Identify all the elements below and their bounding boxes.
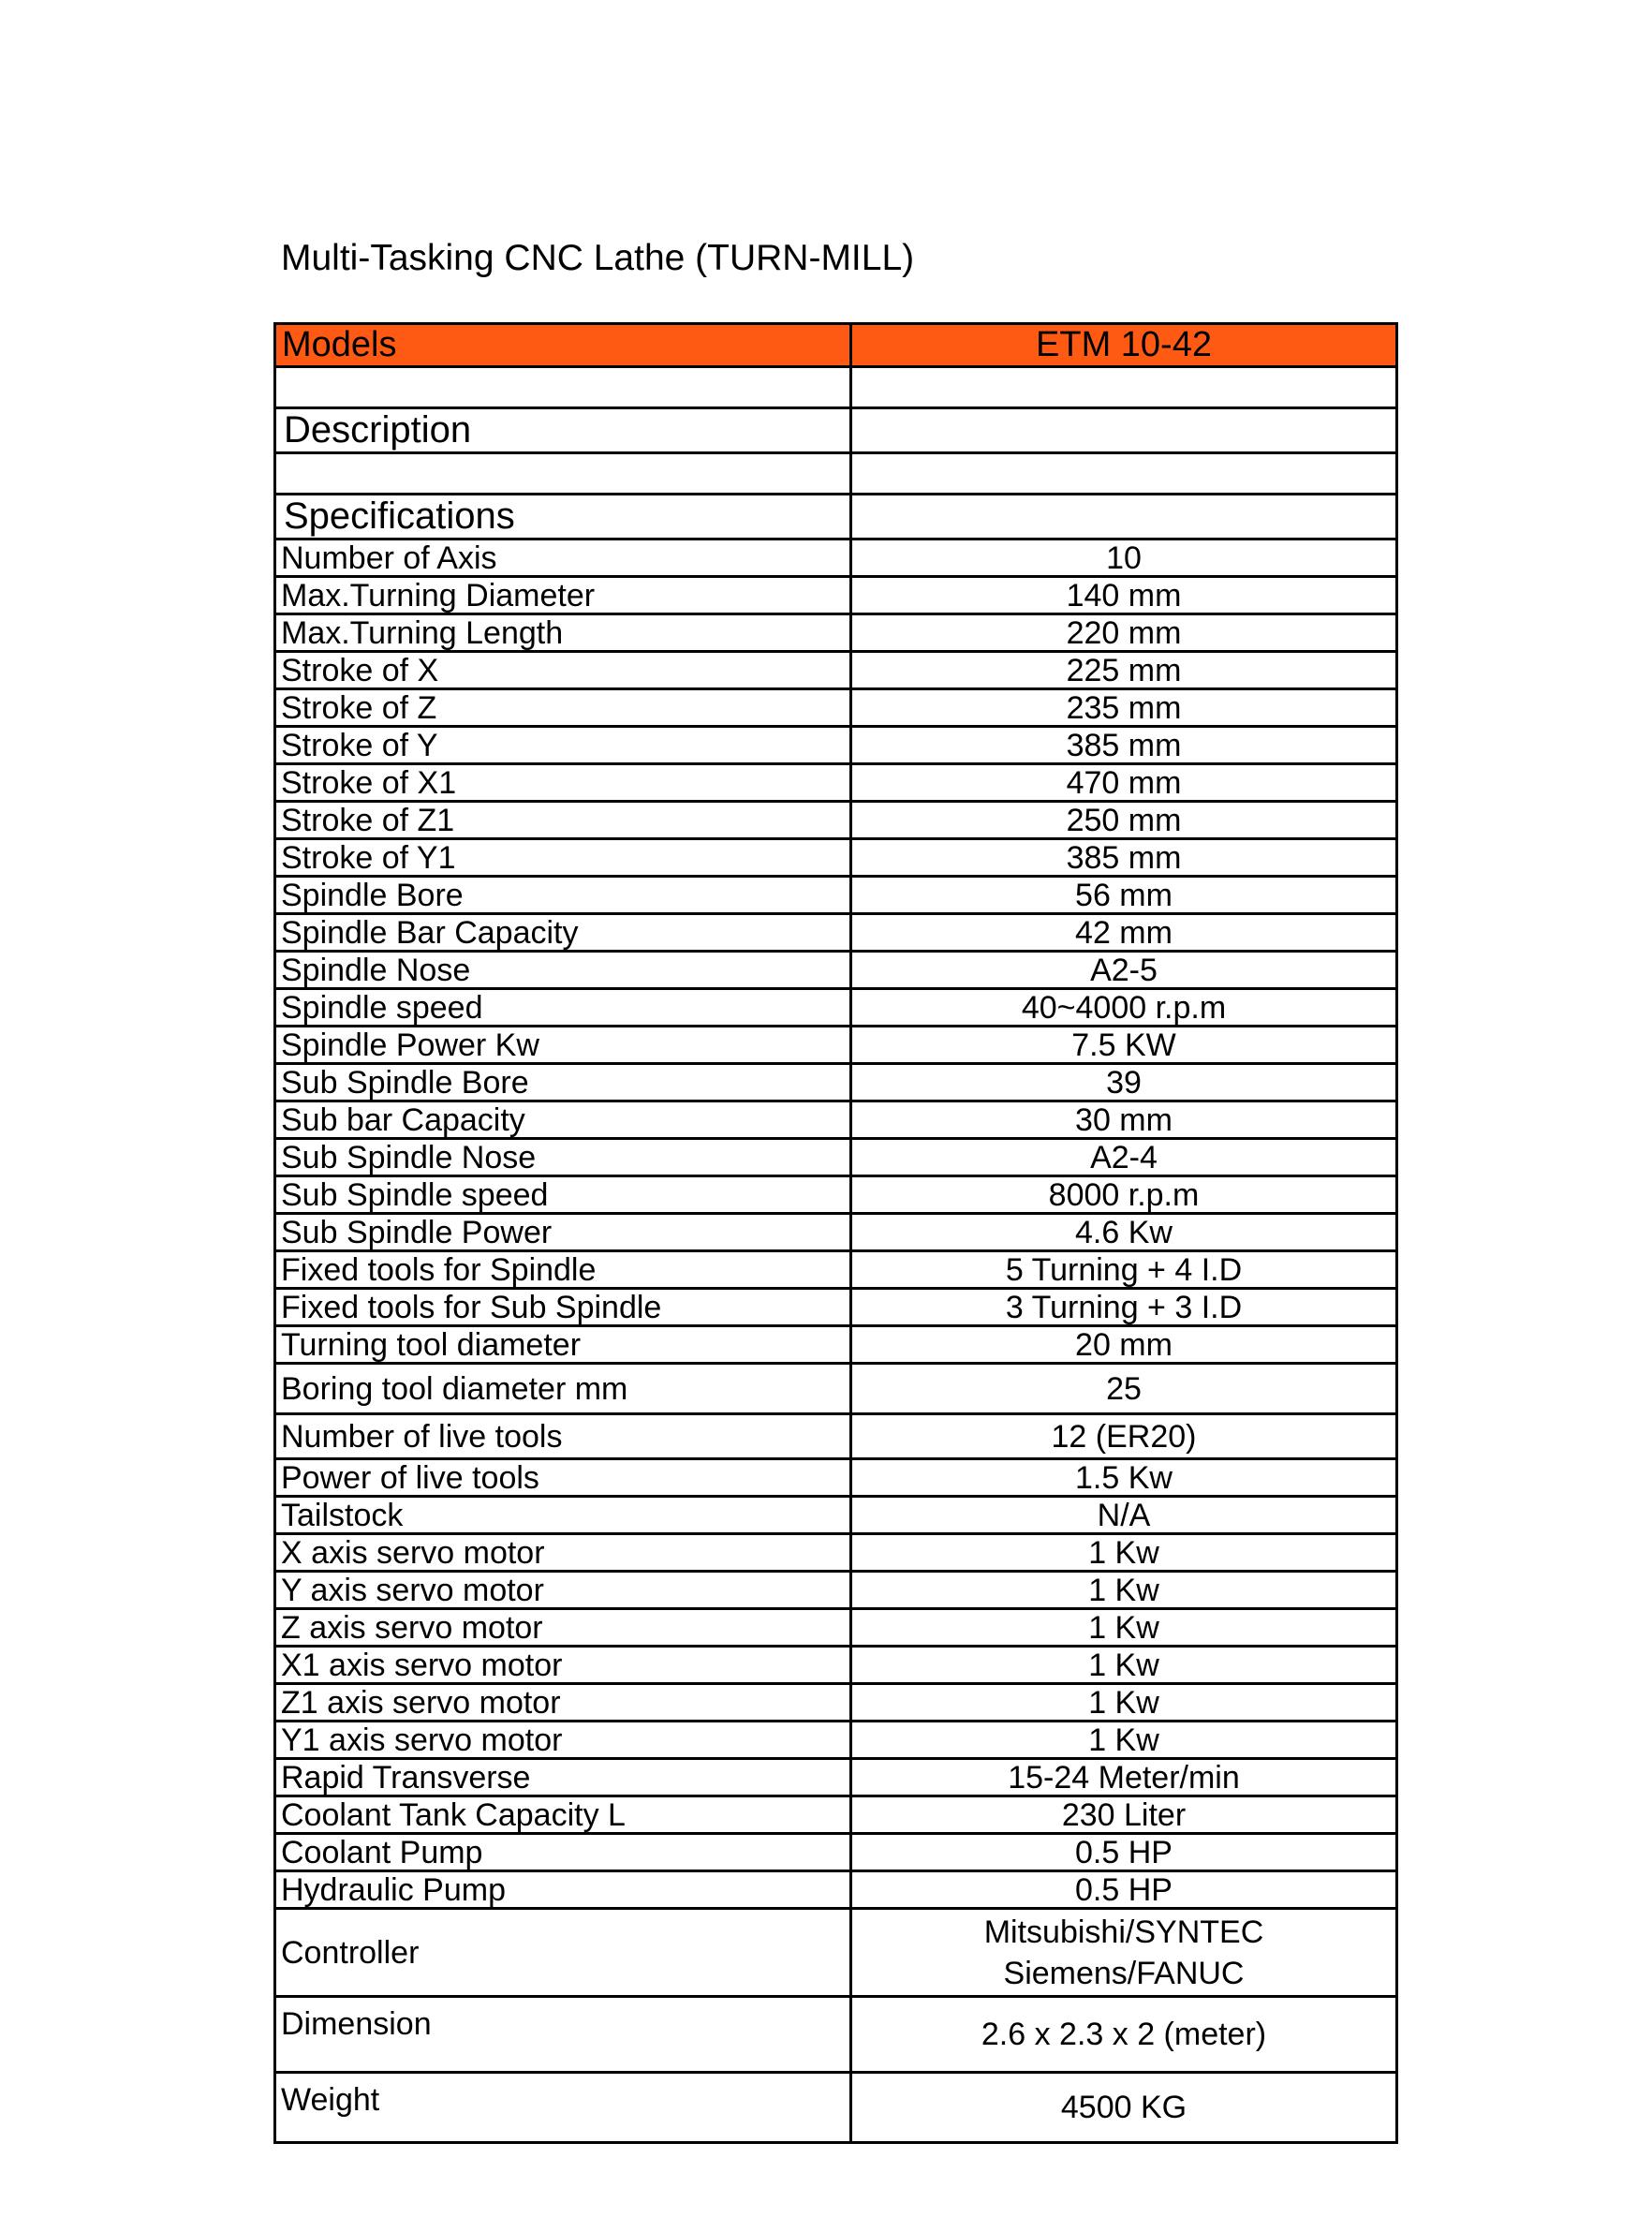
models-label: Models [275,324,851,367]
spec-label: Spindle speed [275,989,851,1027]
spec-label: Stroke of Y [275,727,851,764]
spec-value-line: Mitsubishi/SYNTEC [983,1914,1264,1950]
spec-row [275,1534,1397,1572]
spec-value: 39 [851,1064,1397,1101]
spec-label: Number of live tools [275,1414,851,1459]
spec-label: Sub Spindle Power [275,1214,851,1251]
spec-row [275,1871,1397,1909]
spec-row [275,764,1397,802]
spec-label: Dimension [275,1997,851,2073]
description-value [851,408,1397,453]
spec-row [275,1251,1397,1289]
spec-value: 0.5 HP [851,1834,1397,1871]
spec-row [275,839,1397,877]
spec-value: 20 mm [851,1326,1397,1364]
spec-label: Fixed tools for Sub Spindle [275,1289,851,1326]
spec-value: 385 mm [851,727,1397,764]
spec-row [275,1497,1397,1534]
spec-label: Rapid Transverse [275,1759,851,1796]
spec-label: Turning tool diameter [275,1326,851,1364]
spec-value: 1 Kw [851,1572,1397,1609]
spec-label: Tailstock [275,1497,851,1534]
spec-label: X1 axis servo motor [275,1647,851,1684]
spec-label: Spindle Nose [275,952,851,989]
spec-row [275,1364,1397,1414]
spec-row [275,1834,1397,1871]
models-header-row [275,324,1397,367]
spec-value: 235 mm [851,689,1397,727]
spec-row [275,1722,1397,1759]
specifications-row [275,495,1397,539]
spec-label: Coolant Tank Capacity L [275,1796,851,1834]
spec-row [275,1459,1397,1497]
spec-value: 1 Kw [851,1722,1397,1759]
spec-value: 5 Turning + 4 I.D [851,1251,1397,1289]
spec-row [275,727,1397,764]
specifications-label: Specifications [275,495,851,539]
spec-value: 40~4000 r.p.m [851,989,1397,1027]
blank-cell [851,453,1397,495]
spec-label: Spindle Bar Capacity [275,914,851,952]
description-label: Description [275,408,851,453]
spec-label: Spindle Power Kw [275,1027,851,1064]
spec-value: 4500 KG [851,2073,1397,2143]
spec-value: A2-5 [851,952,1397,989]
spec-row [275,652,1397,689]
spec-value: 140 mm [851,577,1397,614]
spec-value: 385 mm [851,839,1397,877]
spec-value: 56 mm [851,877,1397,914]
spec-row [275,577,1397,614]
spec-value: 8000 r.p.m [851,1176,1397,1214]
spec-label: Controller [275,1909,851,1997]
spec-row [275,1289,1397,1326]
spec-label: Sub bar Capacity [275,1101,851,1139]
spec-label: Z1 axis servo motor [275,1684,851,1722]
spec-label: Max.Turning Diameter [275,577,851,614]
spec-label: Z axis servo motor [275,1609,851,1647]
spec-value: 4.6 Kw [851,1214,1397,1251]
spec-row [275,1572,1397,1609]
spec-row [275,1609,1397,1647]
spec-value: N/A [851,1497,1397,1534]
spec-value: 42 mm [851,914,1397,952]
spec-label: Sub Spindle Bore [275,1064,851,1101]
spec-row [275,1647,1397,1684]
spec-row [275,1064,1397,1101]
spec-label: Stroke of Y1 [275,839,851,877]
spec-row [275,914,1397,952]
spec-value: 1 Kw [851,1684,1397,1722]
spec-row [275,539,1397,577]
spec-label: Number of Axis [275,539,851,577]
spec-row [275,1214,1397,1251]
spec-label: Stroke of X [275,652,851,689]
spec-row [275,689,1397,727]
spec-value: 0.5 HP [851,1871,1397,1909]
spec-value: A2-4 [851,1139,1397,1176]
spec-label: Stroke of Z1 [275,802,851,839]
spec-row [275,802,1397,839]
spec-label: Spindle Bore [275,877,851,914]
spec-row [275,1101,1397,1139]
spec-table [273,322,1398,2144]
spec-label: Stroke of X1 [275,764,851,802]
spec-value [851,1909,1397,1997]
spec-row [275,952,1397,989]
spec-row [275,877,1397,914]
spec-value: 25 [851,1364,1397,1414]
spec-row [275,1909,1397,1997]
blank-row [275,367,1397,408]
spec-value: 1.5 Kw [851,1459,1397,1497]
spec-row [275,1796,1397,1834]
spec-row [275,1414,1397,1459]
spec-label: Power of live tools [275,1459,851,1497]
spec-row [275,1684,1397,1722]
spec-value: 10 [851,539,1397,577]
blank-cell [275,367,851,408]
spec-label: X axis servo motor [275,1534,851,1572]
spec-value: 30 mm [851,1101,1397,1139]
spec-row [275,989,1397,1027]
spec-value: 230 Liter [851,1796,1397,1834]
spec-row [275,2073,1397,2143]
blank-cell [851,367,1397,408]
spec-row [275,1997,1397,2073]
spec-row [275,1759,1397,1796]
spec-row [275,1326,1397,1364]
spec-value-line: Siemens/FANUC [1003,1955,1245,1991]
spec-value: 225 mm [851,652,1397,689]
spec-value: 1 Kw [851,1609,1397,1647]
spec-row [275,1176,1397,1214]
description-row [275,408,1397,453]
spec-value: 250 mm [851,802,1397,839]
spec-label: Stroke of Z [275,689,851,727]
spec-label: Boring tool diameter mm [275,1364,851,1414]
spec-value: 220 mm [851,614,1397,652]
spec-label: Sub Spindle speed [275,1176,851,1214]
spec-label: Fixed tools for Spindle [275,1251,851,1289]
spec-value: 15-24 Meter/min [851,1759,1397,1796]
spec-row [275,1027,1397,1064]
spec-value: 7.5 KW [851,1027,1397,1064]
blank-cell [275,453,851,495]
spec-label: Coolant Pump [275,1834,851,1871]
spec-value: 1 Kw [851,1534,1397,1572]
page-title: Multi-Tasking CNC Lathe (TURN-MILL) [281,238,915,278]
spec-label: Y1 axis servo motor [275,1722,851,1759]
model-name: ETM 10-42 [851,324,1397,367]
spec-label: Max.Turning Length [275,614,851,652]
spec-value: 2.6 x 2.3 x 2 (meter) [851,1997,1397,2073]
spec-row [275,1139,1397,1176]
spec-value: 12 (ER20) [851,1414,1397,1459]
spec-label: Hydraulic Pump [275,1871,851,1909]
spec-label: Weight [275,2073,851,2143]
specifications-value [851,495,1397,539]
spec-label: Sub Spindle Nose [275,1139,851,1176]
spec-value: 470 mm [851,764,1397,802]
spec-value: 1 Kw [851,1647,1397,1684]
blank-row [275,453,1397,495]
spec-label: Y axis servo motor [275,1572,851,1609]
spec-row [275,614,1397,652]
spec-value: 3 Turning + 3 I.D [851,1289,1397,1326]
